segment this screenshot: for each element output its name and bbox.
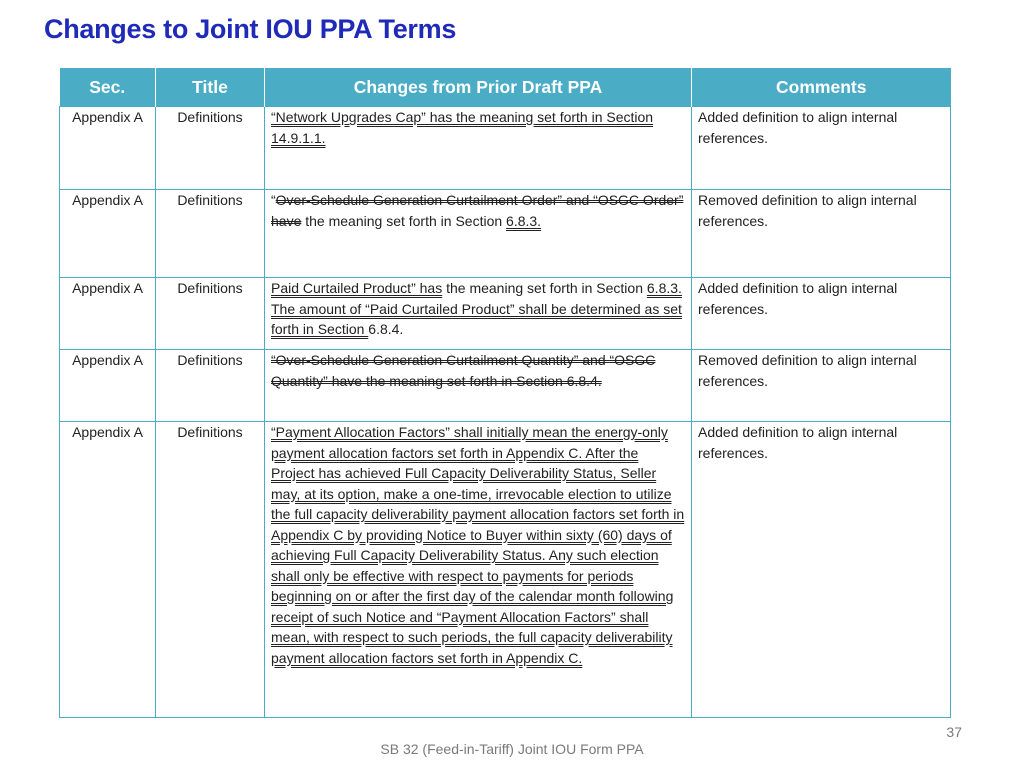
row-section — [60, 278, 156, 350]
row-title: Definitions — [156, 190, 265, 278]
row-section-text: Appendix A — [72, 352, 143, 368]
row-change-text — [265, 278, 692, 350]
row-section-text: Appendix A — [72, 192, 143, 208]
row-title: Definitions — [156, 278, 265, 350]
header-title: Title — [156, 68, 265, 107]
row-comment: Removed definition to align internal references. — [692, 350, 951, 422]
row-comment: Added definition to align internal references. — [692, 107, 951, 190]
unchanged-text: 6.8.4. — [368, 321, 404, 337]
row-section-text: Appendix A — [72, 424, 143, 440]
footer-text: SB 32 (Feed-in-Tariff) Joint IOU Form PPA — [380, 741, 644, 757]
row-comment: Added definition to align internal references. — [692, 278, 951, 350]
row-comment: Added definition to align internal references. — [692, 422, 951, 718]
row-section — [60, 350, 156, 422]
row-change-text — [265, 107, 692, 190]
inserted-text: “Network Upgrades Cap” has the meaning set forth in Section 14.9.1.1. — [271, 109, 654, 146]
inserted-text: 6.8.3. — [506, 212, 542, 229]
table-row — [60, 278, 951, 350]
row-comment: Removed definition to align internal references. — [692, 190, 951, 278]
table-row — [60, 422, 951, 718]
row-section-text: Appendix A — [72, 280, 143, 296]
table-row — [60, 190, 951, 278]
table-row — [60, 107, 951, 190]
row-title: Definitions — [156, 350, 265, 422]
header-changes: Changes from Prior Draft PPA — [265, 68, 692, 107]
row-title: Definitions — [156, 107, 265, 190]
slide-title: Changes to Joint IOU PPA Terms — [44, 14, 457, 44]
inserted-text: 6.8.3. The amount of “Paid Curtailed Product” shall be determined as set forth in Section — [271, 280, 682, 337]
unchanged-text: the meaning set forth in Section — [301, 212, 507, 229]
row-section — [60, 422, 156, 718]
ppa-changes-table — [59, 68, 951, 718]
table-header-row — [60, 68, 951, 107]
inserted-text: “Payment Allocation Factors” shall initially mean the energy-only payment allocation factors set forth in Appendix C. After the Project has achieved Full Capacity Deliverability Status, Seller may, at its option, make a one-time, irrevocable election to utilize the full capacity deliverability payment allocation factors set forth in Appendix C by providing Notice to Buyer within sixty (60) days of achieving Full Capacity Deliverability Status. Any such election shall only be effective with respect to payments for periods beginning on or after the first day of the calendar month following receipt of such Notice and “Payment Allocation Factors” shall mean, with respect to such periods, the full capacity deliverability payment allocation factors set forth in Appendix C. — [271, 424, 685, 666]
deleted-text: “Over-Schedule Generation Curtailment Quantity” and “OSGC Quantity” have the meaning set forth in Section 6.8.4. — [271, 352, 656, 389]
inserted-text: Paid Curtailed Product” has — [271, 280, 443, 296]
unchanged-text: “ — [271, 192, 276, 208]
header-comments: Comments — [692, 68, 951, 107]
row-section-text: Appendix A — [72, 109, 143, 125]
header-sec: Sec. — [60, 68, 156, 107]
deleted-text: Over-Schedule Generation Curtailment Order” and “OSGC Order” have — [271, 192, 684, 229]
row-section — [60, 190, 156, 278]
unchanged-text: the meaning set forth in Section — [442, 280, 647, 296]
row-change-text — [265, 190, 692, 278]
table-row — [60, 350, 951, 422]
row-section — [60, 107, 156, 190]
row-change-text — [265, 422, 692, 718]
page-number: 37 — [946, 724, 962, 740]
row-change-text — [265, 350, 692, 422]
row-title: Definitions — [156, 422, 265, 718]
